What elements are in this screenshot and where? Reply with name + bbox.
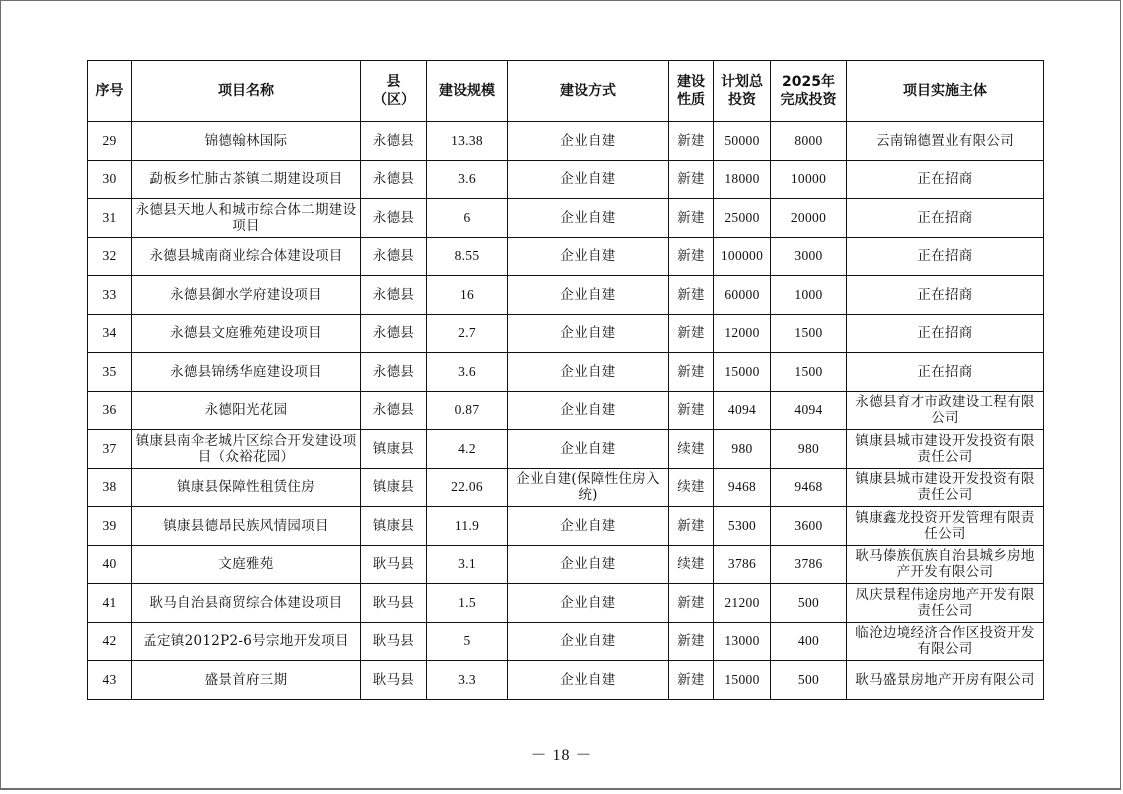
cell-county: 永德县 [361, 353, 427, 392]
header-mode: 建设方式 [508, 61, 669, 122]
cell-scale: 2.7 [427, 314, 508, 353]
cell-mode: 企业自建 [508, 622, 669, 661]
cell-mode: 企业自建(保障性住房入统) [508, 468, 669, 507]
cell-county: 永德县 [361, 314, 427, 353]
cell-plan-invest: 18000 [714, 160, 771, 199]
cell-county: 镇康县 [361, 468, 427, 507]
cell-owner: 正在招商 [847, 353, 1044, 392]
cell-nature: 续建 [669, 430, 714, 469]
cell-mode: 企业自建 [508, 584, 669, 623]
cell-mode: 企业自建 [508, 199, 669, 238]
cell-scale: 0.87 [427, 391, 508, 430]
table-row [88, 160, 1044, 199]
cell-mode: 企业自建 [508, 353, 669, 392]
table-row [88, 353, 1044, 392]
cell-plan-invest: 5300 [714, 507, 771, 546]
cell-mode: 企业自建 [508, 391, 669, 430]
cell-invest-2025: 8000 [771, 122, 847, 161]
table-row [88, 584, 1044, 623]
cell-county: 耿马县 [361, 661, 427, 700]
cell-nature: 新建 [669, 199, 714, 238]
cell-invest-2025: 1500 [771, 353, 847, 392]
cell-county: 永德县 [361, 276, 427, 315]
project-table [87, 60, 1044, 700]
cell-name: 永德县天地人和城市综合体二期建设项目 [132, 199, 361, 238]
header-row [88, 61, 1044, 122]
cell-nature: 续建 [669, 468, 714, 507]
cell-invest-2025: 4094 [771, 391, 847, 430]
header-name: 项目名称 [132, 61, 361, 122]
cell-seq: 29 [88, 122, 132, 161]
cell-invest-2025: 980 [771, 430, 847, 469]
cell-plan-invest: 21200 [714, 584, 771, 623]
cell-invest-2025: 400 [771, 622, 847, 661]
table-row [88, 545, 1044, 584]
cell-scale: 16 [427, 276, 508, 315]
cell-name: 永德县城南商业综合体建设项目 [132, 237, 361, 276]
cell-scale: 22.06 [427, 468, 508, 507]
cell-invest-2025: 9468 [771, 468, 847, 507]
cell-county: 永德县 [361, 122, 427, 161]
cell-name: 镇康县德昂民族风情园项目 [132, 507, 361, 546]
cell-scale: 3.1 [427, 545, 508, 584]
cell-seq: 36 [88, 391, 132, 430]
cell-name: 永德县御水学府建设项目 [132, 276, 361, 315]
header-nature: 建设性质 [669, 61, 714, 122]
cell-name: 镇康县保障性租赁住房 [132, 468, 361, 507]
table-row [88, 237, 1044, 276]
table-row [88, 122, 1044, 161]
header-county: 县（区） [361, 61, 427, 122]
cell-nature: 新建 [669, 237, 714, 276]
cell-invest-2025: 1000 [771, 276, 847, 315]
cell-county: 镇康县 [361, 430, 427, 469]
cell-owner: 耿马盛景房地产开房有限公司 [847, 661, 1044, 700]
cell-invest-2025: 1500 [771, 314, 847, 353]
cell-county: 耿马县 [361, 545, 427, 584]
cell-name: 勐板乡忙肺古茶镇二期建设项目 [132, 160, 361, 199]
cell-owner: 云南锦德置业有限公司 [847, 122, 1044, 161]
cell-mode: 企业自建 [508, 122, 669, 161]
cell-nature: 新建 [669, 584, 714, 623]
cell-mode: 企业自建 [508, 276, 669, 315]
header-invest-2025: 2025年完成投资 [771, 61, 847, 122]
cell-owner: 镇康鑫龙投资开发管理有限责任公司 [847, 507, 1044, 546]
cell-plan-invest: 3786 [714, 545, 771, 584]
cell-county: 永德县 [361, 391, 427, 430]
cell-owner: 永德县育才市政建设工程有限公司 [847, 391, 1044, 430]
cell-nature: 新建 [669, 622, 714, 661]
cell-name: 锦德翰林国际 [132, 122, 361, 161]
cell-mode: 企业自建 [508, 430, 669, 469]
cell-owner: 正在招商 [847, 314, 1044, 353]
page-number: － 18 － [530, 747, 593, 764]
cell-nature: 新建 [669, 314, 714, 353]
cell-invest-2025: 3600 [771, 507, 847, 546]
cell-plan-invest: 25000 [714, 199, 771, 238]
cell-nature: 新建 [669, 391, 714, 430]
table-row [88, 199, 1044, 238]
cell-plan-invest: 60000 [714, 276, 771, 315]
cell-seq: 38 [88, 468, 132, 507]
cell-owner: 正在招商 [847, 160, 1044, 199]
table-row [88, 661, 1044, 700]
cell-mode: 企业自建 [508, 160, 669, 199]
cell-seq: 43 [88, 661, 132, 700]
cell-seq: 35 [88, 353, 132, 392]
cell-scale: 4.2 [427, 430, 508, 469]
cell-scale: 8.55 [427, 237, 508, 276]
cell-seq: 39 [88, 507, 132, 546]
cell-name: 永德阳光花园 [132, 391, 361, 430]
cell-county: 永德县 [361, 160, 427, 199]
table-row [88, 622, 1044, 661]
cell-nature: 新建 [669, 661, 714, 700]
cell-scale: 3.6 [427, 160, 508, 199]
cell-plan-invest: 50000 [714, 122, 771, 161]
cell-scale: 5 [427, 622, 508, 661]
header-plan-invest: 计划总投资 [714, 61, 771, 122]
cell-name: 文庭雅苑 [132, 545, 361, 584]
cell-owner: 镇康县城市建设开发投资有限责任公司 [847, 430, 1044, 469]
cell-seq: 32 [88, 237, 132, 276]
cell-owner: 正在招商 [847, 199, 1044, 238]
cell-scale: 11.9 [427, 507, 508, 546]
cell-owner: 耿马傣族佤族自治县城乡房地产开发有限公司 [847, 545, 1044, 584]
cell-nature: 新建 [669, 353, 714, 392]
cell-nature: 新建 [669, 276, 714, 315]
cell-invest-2025: 20000 [771, 199, 847, 238]
cell-scale: 13.38 [427, 122, 508, 161]
cell-plan-invest: 15000 [714, 661, 771, 700]
header-scale: 建设规模 [427, 61, 508, 122]
cell-name: 永德县文庭雅苑建设项目 [132, 314, 361, 353]
cell-county: 永德县 [361, 199, 427, 238]
cell-scale: 3.6 [427, 353, 508, 392]
cell-mode: 企业自建 [508, 314, 669, 353]
cell-seq: 31 [88, 199, 132, 238]
cell-nature: 续建 [669, 545, 714, 584]
cell-county: 永德县 [361, 237, 427, 276]
cell-invest-2025: 3786 [771, 545, 847, 584]
cell-plan-invest: 9468 [714, 468, 771, 507]
cell-invest-2025: 500 [771, 584, 847, 623]
cell-invest-2025: 500 [771, 661, 847, 700]
table-row [88, 391, 1044, 430]
cell-name: 耿马自治县商贸综合体建设项目 [132, 584, 361, 623]
cell-name: 镇康县南伞老城片区综合开发建设项目（众裕花园） [132, 430, 361, 469]
cell-owner: 镇康县城市建设开发投资有限责任公司 [847, 468, 1044, 507]
cell-seq: 33 [88, 276, 132, 315]
cell-name: 盛景首府三期 [132, 661, 361, 700]
cell-nature: 新建 [669, 122, 714, 161]
cell-name: 永德县锦绣华庭建设项目 [132, 353, 361, 392]
cell-plan-invest: 980 [714, 430, 771, 469]
cell-owner: 正在招商 [847, 276, 1044, 315]
cell-seq: 37 [88, 430, 132, 469]
cell-scale: 1.5 [427, 584, 508, 623]
cell-invest-2025: 3000 [771, 237, 847, 276]
header-owner: 项目实施主体 [847, 61, 1044, 122]
cell-seq: 42 [88, 622, 132, 661]
cell-plan-invest: 13000 [714, 622, 771, 661]
cell-county: 镇康县 [361, 507, 427, 546]
cell-invest-2025: 10000 [771, 160, 847, 199]
cell-mode: 企业自建 [508, 661, 669, 700]
cell-nature: 新建 [669, 160, 714, 199]
cell-plan-invest: 12000 [714, 314, 771, 353]
table-row [88, 430, 1044, 469]
cell-plan-invest: 15000 [714, 353, 771, 392]
cell-seq: 41 [88, 584, 132, 623]
cell-owner: 凤庆景程伟途房地产开发有限责任公司 [847, 584, 1044, 623]
cell-mode: 企业自建 [508, 237, 669, 276]
cell-nature: 新建 [669, 507, 714, 546]
cell-owner: 临沧边境经济合作区投资开发有限公司 [847, 622, 1044, 661]
cell-mode: 企业自建 [508, 545, 669, 584]
cell-scale: 3.3 [427, 661, 508, 700]
cell-seq: 34 [88, 314, 132, 353]
cell-seq: 40 [88, 545, 132, 584]
cell-name: 孟定镇2012P2-6号宗地开发项目 [132, 622, 361, 661]
table-row [88, 507, 1044, 546]
cell-plan-invest: 4094 [714, 391, 771, 430]
cell-owner: 正在招商 [847, 237, 1044, 276]
cell-mode: 企业自建 [508, 507, 669, 546]
table-row [88, 314, 1044, 353]
cell-county: 耿马县 [361, 622, 427, 661]
table-row [88, 468, 1044, 507]
cell-seq: 30 [88, 160, 132, 199]
header-seq: 序号 [88, 61, 132, 122]
cell-scale: 6 [427, 199, 508, 238]
table-row [88, 276, 1044, 315]
cell-county: 耿马县 [361, 584, 427, 623]
cell-plan-invest: 100000 [714, 237, 771, 276]
